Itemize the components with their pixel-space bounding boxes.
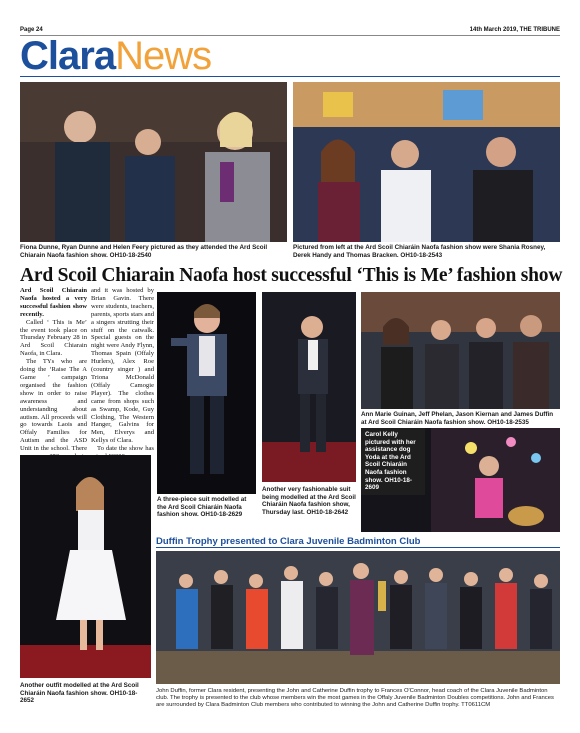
dateline: 14th March 2019, THE TRIBUNE: [469, 27, 560, 33]
masthead-rule: [20, 76, 560, 77]
photo-another-outfit: [20, 455, 151, 678]
page-number: Page 24: [20, 27, 43, 33]
article-column-2: [91, 287, 154, 461]
caption-carol-kelly: Carol Kelly pictured with her assistance dog Yoda at the Ard Scoil Chiaráin Naofa fashion show. OH10-18-2609: [361, 428, 425, 495]
article-column-1: [20, 287, 87, 469]
caption-fashionable-suit: Another very fashionable suit being modelled at the Ard Scoil Chiaráin Naofa fashion show, Thursday last. OH10-18-2642: [262, 486, 356, 516]
photo-shania-derek-thomas: [293, 82, 560, 242]
article-lead: Ard Scoil Chiarain Naofa hosted a very successful fashion show recently.: [20, 287, 87, 318]
caption-top-left: Fiona Dunne, Ryan Dunne and Helen Feery pictured as they attended the Ard Scoil Chiarain Naofa fashion show. OH10-18-2540: [20, 244, 268, 259]
caption-three-piece-suit: A three-piece suit modelled at the Ard Scoil Chiaráin Naofa fashion show. OH10-18-2629: [157, 496, 247, 519]
caption-group-adults: Ann Marie Guinan, Jeff Phelan, Jason Kiernan and James Duffin at Ard Scoil Chiaráin Naofa fashion show. OH10-18-2535: [361, 411, 554, 426]
photo-fashionable-suit: [262, 292, 356, 482]
article-paragraph: The TYs who are doing the ‘Raise The A Game ’ campaign organised the fashion show in order to raise awareness and understanding about autism. All proceeds will go towards Laois and Offaly Families for Autism and the ASD Unit in the school. There: [20, 358, 87, 453]
caption-top-right: Pictured from left at the Ard Scoil Chiaráin Naofa fashion show were Shania Rosney, Derek Handy and Thomas Bracken. OH10-18-2543: [293, 244, 546, 259]
headline: Ard Scoil Chiarain Naofa host successful ‘This is Me’ fashion show: [20, 265, 563, 286]
badminton-rule: [156, 547, 560, 548]
photo-badminton-group: [156, 551, 560, 684]
masthead: [20, 36, 211, 76]
badminton-heading: Duffin Trophy presented to Clara Juvenile Badminton Club: [156, 536, 421, 547]
article-paragraph: and it was hosted by Brian Gavin. There were students, teachers, parents, sports stars and a singers strutting their stuff on the catwalk. Special guests on the night were Andy Flynn, Thomas Spain (Offaly Hurlers), Alex Roe (country singer ) and Triona McDonald (Offaly Camogie Player). The clothes came from shops such as Swamp, Kode, Guy Clothing, The Western Hanger, Galvins for Men, Elverys and Kellys of Clara.: [91, 287, 154, 445]
article-paragraph: To date the show has: [97, 445, 154, 453]
masthead-news: News: [115, 34, 212, 78]
photo-group-adults: [361, 292, 560, 409]
photo-three-piece-suit: [157, 292, 256, 494]
article-paragraph: Called ‘ This is Me’ the event took place on Thursday February 28 in Ard Scoil Chiarain Naofa, in Clara.: [20, 318, 87, 358]
photo-fiona-ryan-helen: [20, 82, 287, 242]
caption-another-outfit: Another outfit modelled at the Ard Scoil Chiaráin Naofa fashion show. OH10-18-2652: [20, 682, 139, 705]
caption-badminton: John Duffin, former Clara resident, presenting the John and Catherine Duffin trophy to Frances O'Connor, head coach of the Clara Juvenile Badminton club. The trophy is presented to the club whose members win the most games in the Offaly Juvenile Badminton Doubles competitions. John and Frances are surrounded by Clara Badminton Club members who contributed to winning the John and Catherine Duffin trophy. TT0611CM: [156, 688, 554, 708]
masthead-clara: Clara: [20, 34, 116, 78]
